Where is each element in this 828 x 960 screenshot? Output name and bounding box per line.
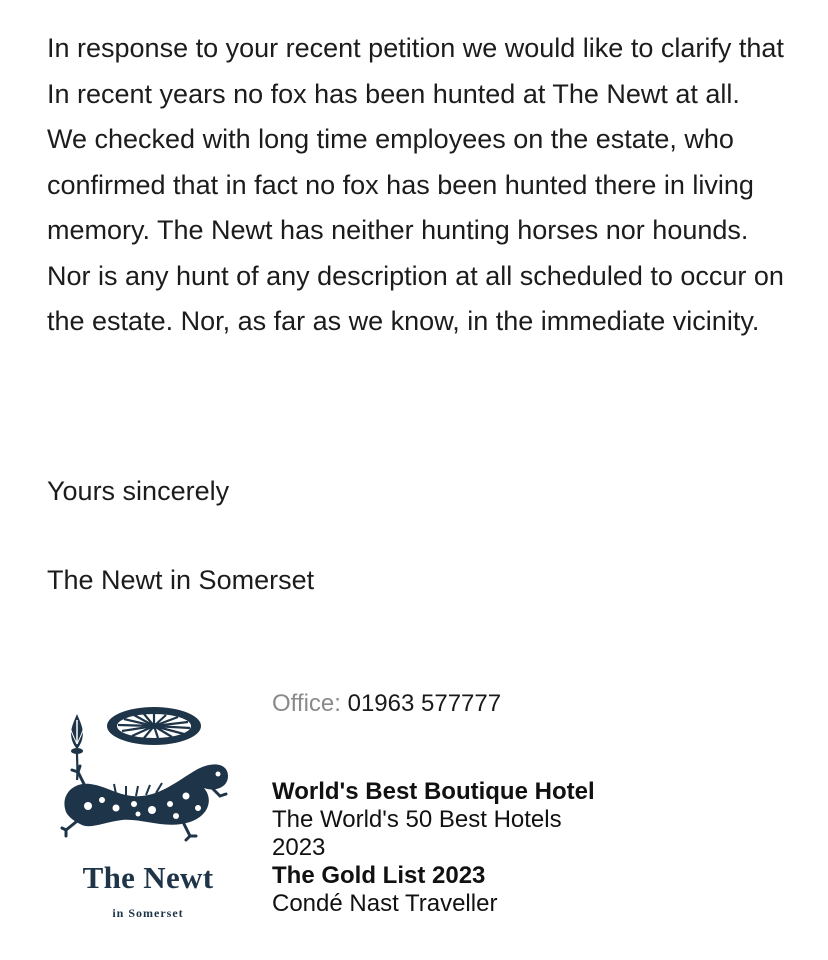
award-line: The World's 50 Best Hotels xyxy=(272,806,562,833)
logo-artwork xyxy=(58,700,248,860)
office-contact xyxy=(272,689,501,719)
award-title: World's Best Boutique Hotel xyxy=(272,778,595,805)
letter-sender: The Newt in Somerset xyxy=(47,565,315,595)
award-title: The Gold List 2023 xyxy=(272,862,486,889)
the-newt-logo xyxy=(58,700,248,930)
awards-list xyxy=(272,778,595,918)
award-line: Condé Nast Traveller xyxy=(272,890,498,917)
lily-pad-icon xyxy=(107,707,201,745)
logo-name: The Newt xyxy=(82,860,214,895)
office-label: Office: xyxy=(272,690,341,717)
letter-body: In response to your recent petition we would like to clarify that In recent years no fox has been hunted at The Newt at all. We checked with long time employees on the estate, who confirmed that in fact no fox has been hunted there in living memory. The Newt has neither hunting horses nor hounds. Nor is any hunt of any description at all scheduled to occur on the estate. Nor, as far as we know, in the immediate vicinity. xyxy=(47,33,784,336)
newt-icon xyxy=(62,764,228,840)
award-line: 2023 xyxy=(272,834,326,861)
logo-subtitle: in Somerset xyxy=(112,906,184,920)
office-phone[interactable]: 01963 577777 xyxy=(347,690,502,717)
letter-closing: Yours sincerely xyxy=(47,476,230,506)
